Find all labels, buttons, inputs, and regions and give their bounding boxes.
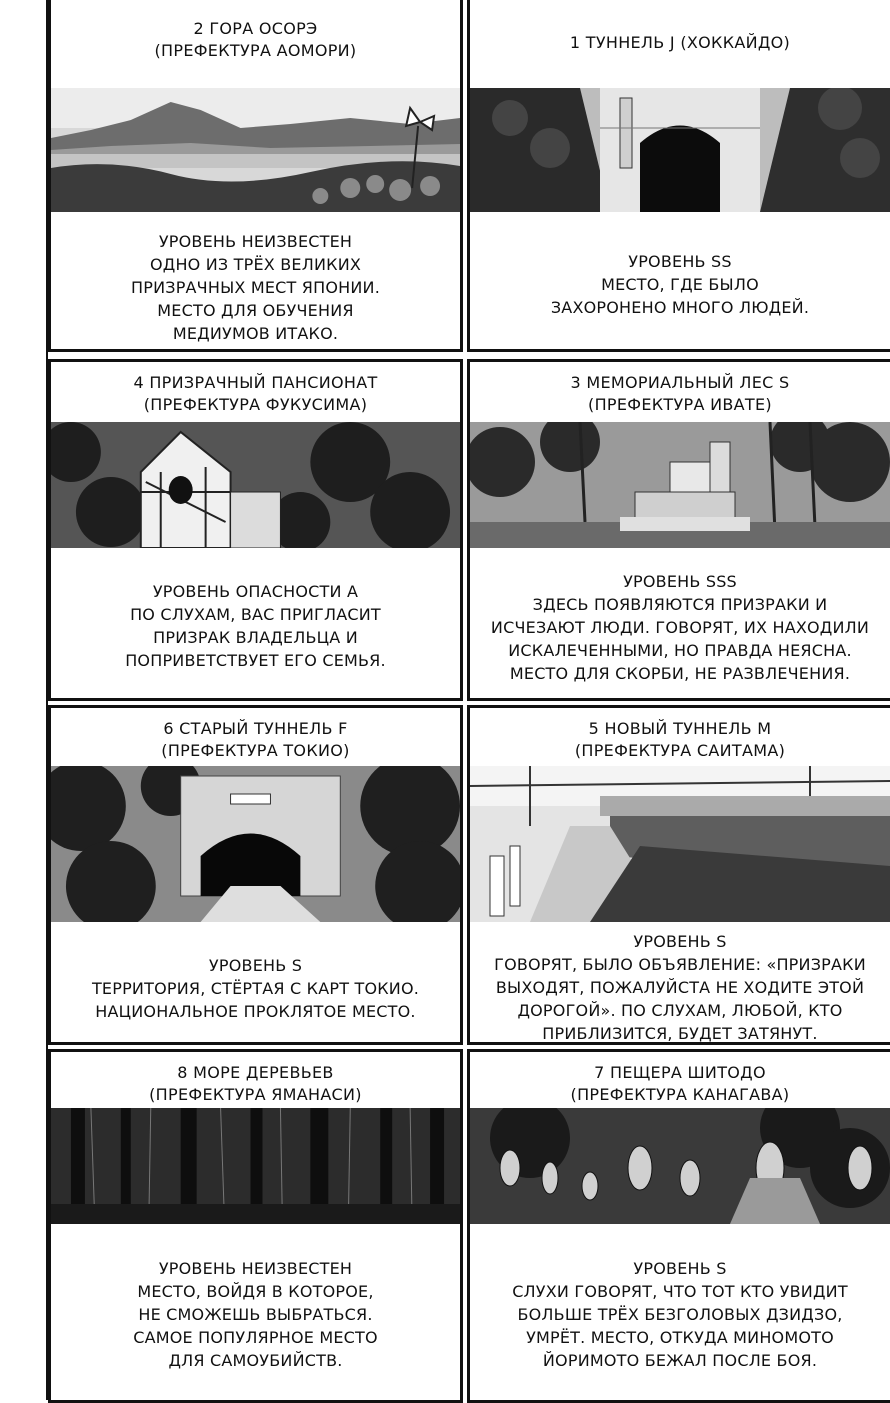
title-line: 2 ГОРА ОСОРЭ — [193, 19, 318, 38]
body-line: ПО СЛУХАМ, ВАС ПРИГЛАСИТ — [130, 605, 381, 624]
body-line: ПРИЗРАК ВЛАДЕЛЬЦА И — [153, 628, 358, 647]
title-line: 1 ТУННЕЛЬ J (ХОККАЙДО) — [569, 33, 791, 52]
photo-new-tunnel-road — [470, 766, 890, 922]
body-line: ДЛЯ САМОУБИЙСТВ. — [168, 1351, 343, 1370]
body-line: СЛУХИ ГОВОРЯТ, ЧТО ТОТ КТО УВИДИТ — [512, 1282, 848, 1301]
photo-jizo-statues — [470, 1108, 890, 1224]
panel-sea-of-trees — [48, 1049, 463, 1403]
body-line: НАЦИОНАЛЬНОЕ ПРОКЛЯТОЕ МЕСТО. — [95, 1002, 416, 1021]
panel-osore — [48, 0, 463, 352]
photo-dark-forest — [51, 1108, 460, 1224]
panel-body — [476, 1257, 884, 1372]
photo-mountain-lake — [51, 88, 460, 212]
body-line: САМОЕ ПОПУЛЯРНОЕ МЕСТО — [133, 1328, 378, 1347]
body-line: ЗДЕСЬ ПОЯВЛЯЮТСЯ ПРИЗРАКИ И — [532, 595, 828, 614]
body-line: МЕСТО ДЛЯ СКОРБИ, НЕ РАЗВЛЕЧЕНИЯ. — [509, 664, 851, 683]
title-line: 6 СТАРЫЙ ТУННЕЛЬ F — [163, 719, 348, 738]
body-line: МЕДИУМОВ ИТАКО. — [172, 324, 339, 343]
body-line: ЙОРИМОТО БЕЖАЛ ПОСЛЕ БОЯ. — [542, 1351, 818, 1370]
panel-ghost-pension — [48, 359, 463, 701]
body-line: УРОВЕНЬ НЕИЗВЕСТЕН — [158, 1259, 353, 1278]
title-line: 7 ПЕЩЕРА ШИТОДО — [594, 1063, 766, 1082]
body-line: ПОПРИВЕТСТВУЕТ ЕГО СЕМЬЯ. — [125, 651, 386, 670]
panel-new-tunnel-m — [467, 705, 890, 1045]
panel-body — [476, 250, 884, 319]
body-line: ИСКАЛЕЧЕННЫМИ, НО ПРАВДА НЕЯСНА. — [508, 641, 852, 660]
title-line: (ПРЕФЕКТУРА АОМОРИ) — [154, 41, 357, 60]
panel-body — [57, 580, 454, 672]
title-line: 3 МЕМОРИАЛЬНЫЙ ЛЕС S — [570, 373, 790, 392]
panel-memorial-forest — [467, 359, 890, 701]
body-line: БОЛЬШЕ ТРЁХ БЕЗГОЛОВЫХ ДЗИДЗО, — [517, 1305, 843, 1324]
panel-title — [51, 372, 460, 416]
title-line: 8 МОРЕ ДЕРЕВЬЕВ — [177, 1063, 334, 1082]
panel-body — [476, 930, 884, 1045]
body-line: УРОВЕНЬ SSS — [623, 572, 737, 591]
body-line: УРОВЕНЬ S — [633, 932, 727, 951]
body-line: НЕ СМОЖЕШЬ ВЫБРАТЬСЯ. — [138, 1305, 373, 1324]
photo-memorial-monument — [470, 422, 890, 548]
panel-body — [57, 1257, 454, 1372]
panel-title — [470, 718, 890, 762]
title-line: (ПРЕФЕКТУРА КАНАГАВА) — [570, 1085, 790, 1104]
photo-haunted-house — [51, 422, 460, 548]
panel-title — [51, 1062, 460, 1106]
body-line: ЗАХОРОНЕНО МНОГО ЛЮДЕЙ. — [550, 298, 810, 317]
panel-body — [476, 570, 884, 685]
left-margin — [0, 0, 46, 1400]
photo-tunnel-portal — [470, 88, 890, 212]
title-line: (ПРЕФЕКТУРА САИТАМА) — [574, 741, 786, 760]
title-line: (ПРЕФЕКТУРА ТОКИО) — [161, 741, 350, 760]
panel-shitodo-cave — [467, 1049, 890, 1403]
panel-body — [57, 954, 454, 1023]
panel-title — [470, 1062, 890, 1106]
panel-body — [57, 230, 454, 345]
body-line: УМРЁТ. МЕСТО, ОТКУДА МИНОМОТО — [526, 1328, 834, 1347]
panel-title — [51, 718, 460, 762]
body-line: МЕСТО ДЛЯ ОБУЧЕНИЯ — [157, 301, 354, 320]
panel-old-tunnel-f — [48, 705, 463, 1045]
body-line: ГОВОРЯТ, БЫЛО ОБЪЯВЛЕНИЕ: «ПРИЗРАКИ — [494, 955, 866, 974]
body-line: МЕСТО, ГДЕ БЫЛО — [601, 275, 759, 294]
body-line: ПРИЗРАЧНЫХ МЕСТ ЯПОНИИ. — [130, 278, 380, 297]
title-line: (ПРЕФЕКТУРА ЯМАНАСИ) — [149, 1085, 362, 1104]
photo-old-tunnel — [51, 766, 460, 922]
body-line: ТЕРРИТОРИЯ, СТЁРТАЯ С КАРТ ТОКИО. — [91, 979, 420, 998]
body-line: УРОВЕНЬ НЕИЗВЕСТЕН — [158, 232, 353, 251]
body-line: МЕСТО, ВОЙДЯ В КОТОРОЕ, — [137, 1282, 374, 1301]
panel-title — [51, 18, 460, 62]
title-line: 4 ПРИЗРАЧНЫЙ ПАНСИОНАТ — [133, 373, 378, 392]
panel-tunnel-j — [467, 0, 890, 352]
body-line: ПРИБЛИЗИТСЯ, БУДЕТ ЗАТЯНУТ. — [542, 1024, 818, 1043]
body-line: ОДНО ИЗ ТРЁХ ВЕЛИКИХ — [149, 255, 362, 274]
body-line: ВЫХОДЯТ, ПОЖАЛУЙСТА НЕ ХОДИТЕ ЭТОЙ — [495, 978, 865, 997]
body-line: ДОРОГОЙ». ПО СЛУХАМ, ЛЮБОЙ, КТО — [517, 1001, 843, 1020]
body-line: УРОВЕНЬ SS — [628, 252, 732, 271]
body-line: УРОВЕНЬ S — [633, 1259, 727, 1278]
title-line: (ПРЕФЕКТУРА ИВАТЕ) — [588, 395, 772, 414]
panel-title — [470, 372, 890, 416]
body-line: ИСЧЕЗАЮТ ЛЮДИ. ГОВОРЯТ, ИХ НАХОДИЛИ — [490, 618, 870, 637]
panel-title — [470, 32, 890, 54]
body-line: УРОВЕНЬ S — [208, 956, 303, 975]
title-line: (ПРЕФЕКТУРА ФУКУСИМА) — [143, 395, 368, 414]
title-line: 5 НОВЫЙ ТУННЕЛЬ М — [588, 719, 772, 738]
body-line: УРОВЕНЬ ОПАСНОСТИ А — [152, 582, 359, 601]
